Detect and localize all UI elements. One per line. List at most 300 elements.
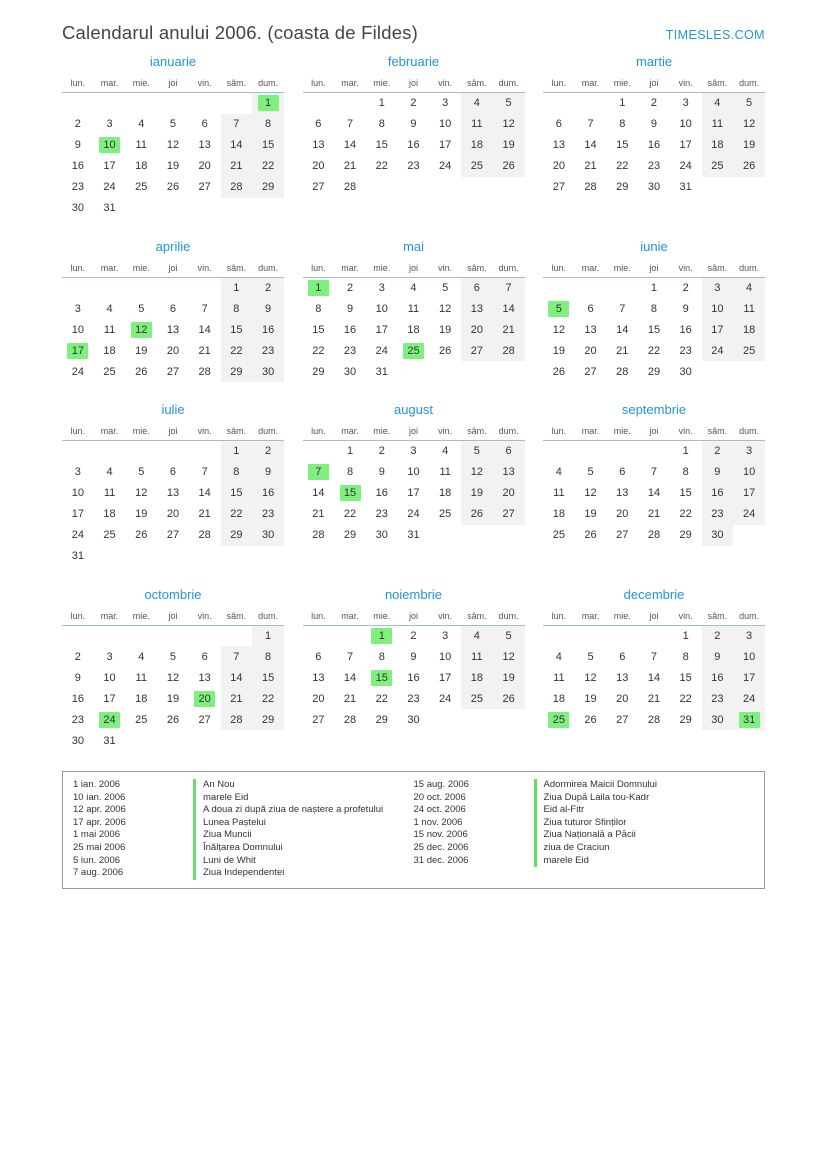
day-cell[interactable] — [670, 441, 702, 462]
day-cell[interactable] — [94, 667, 126, 688]
day-cell[interactable] — [543, 298, 575, 319]
day-cell[interactable] — [429, 277, 461, 298]
day-cell[interactable] — [733, 625, 765, 646]
day-cell[interactable] — [221, 504, 253, 525]
day-cell[interactable] — [702, 625, 734, 646]
day-cell[interactable] — [62, 361, 94, 382]
day-cell[interactable] — [733, 462, 765, 483]
day-cell[interactable] — [157, 709, 189, 730]
day-cell[interactable] — [575, 135, 607, 156]
day-cell[interactable] — [606, 319, 638, 340]
day-cell[interactable] — [733, 156, 765, 177]
day-cell[interactable] — [366, 340, 398, 361]
day-cell[interactable] — [94, 730, 126, 751]
day-cell[interactable] — [670, 504, 702, 525]
day-cell[interactable] — [543, 319, 575, 340]
day-cell[interactable] — [334, 340, 366, 361]
day-cell[interactable] — [670, 462, 702, 483]
day-cell[interactable] — [303, 667, 335, 688]
day-cell[interactable] — [733, 340, 765, 361]
day-cell[interactable] — [702, 441, 734, 462]
day-cell[interactable] — [366, 483, 398, 504]
day-cell[interactable] — [189, 156, 221, 177]
day-cell[interactable] — [702, 646, 734, 667]
day-cell[interactable] — [189, 361, 221, 382]
day-cell[interactable] — [461, 462, 493, 483]
day-cell[interactable] — [252, 93, 284, 114]
day-cell[interactable] — [670, 93, 702, 114]
day-cell[interactable] — [125, 462, 157, 483]
day-cell[interactable] — [303, 340, 335, 361]
day-cell[interactable] — [157, 135, 189, 156]
day-cell[interactable] — [334, 525, 366, 546]
day-cell[interactable] — [398, 525, 430, 546]
day-cell[interactable] — [125, 688, 157, 709]
day-cell[interactable] — [670, 319, 702, 340]
day-cell[interactable] — [252, 709, 284, 730]
day-cell[interactable] — [189, 525, 221, 546]
day-cell[interactable] — [334, 298, 366, 319]
day-cell[interactable] — [702, 156, 734, 177]
day-cell[interactable] — [221, 156, 253, 177]
day-cell[interactable] — [733, 441, 765, 462]
day-cell[interactable] — [366, 156, 398, 177]
day-cell[interactable] — [221, 361, 253, 382]
day-cell[interactable] — [252, 114, 284, 135]
day-cell[interactable] — [62, 156, 94, 177]
day-cell[interactable] — [366, 319, 398, 340]
day-cell[interactable] — [398, 483, 430, 504]
day-cell[interactable] — [334, 709, 366, 730]
day-cell[interactable] — [638, 709, 670, 730]
day-cell[interactable] — [733, 483, 765, 504]
day-cell[interactable] — [429, 646, 461, 667]
day-cell[interactable] — [334, 277, 366, 298]
day-cell[interactable] — [575, 361, 607, 382]
day-cell[interactable] — [62, 114, 94, 135]
day-cell[interactable] — [461, 298, 493, 319]
day-cell[interactable] — [189, 319, 221, 340]
day-cell[interactable] — [429, 441, 461, 462]
day-cell[interactable] — [493, 156, 525, 177]
day-cell[interactable] — [429, 298, 461, 319]
site-brand[interactable]: TIMESLES.COM — [665, 28, 765, 42]
day-cell[interactable] — [543, 646, 575, 667]
day-cell[interactable] — [493, 114, 525, 135]
day-cell[interactable] — [157, 298, 189, 319]
day-cell[interactable] — [575, 177, 607, 198]
day-cell[interactable] — [189, 114, 221, 135]
day-cell[interactable] — [670, 667, 702, 688]
day-cell[interactable] — [670, 483, 702, 504]
day-cell[interactable] — [670, 688, 702, 709]
day-cell[interactable] — [429, 625, 461, 646]
day-cell[interactable] — [702, 277, 734, 298]
day-cell[interactable] — [606, 525, 638, 546]
day-cell[interactable] — [221, 135, 253, 156]
day-cell[interactable] — [429, 504, 461, 525]
day-cell[interactable] — [606, 135, 638, 156]
day-cell[interactable] — [125, 319, 157, 340]
day-cell[interactable] — [702, 93, 734, 114]
day-cell[interactable] — [461, 93, 493, 114]
day-cell[interactable] — [429, 667, 461, 688]
day-cell[interactable] — [543, 667, 575, 688]
day-cell[interactable] — [303, 462, 335, 483]
day-cell[interactable] — [252, 688, 284, 709]
day-cell[interactable] — [543, 483, 575, 504]
day-cell[interactable] — [733, 646, 765, 667]
day-cell[interactable] — [366, 135, 398, 156]
day-cell[interactable] — [733, 277, 765, 298]
day-cell[interactable] — [94, 462, 126, 483]
day-cell[interactable] — [670, 277, 702, 298]
day-cell[interactable] — [543, 361, 575, 382]
day-cell[interactable] — [543, 156, 575, 177]
day-cell[interactable] — [606, 93, 638, 114]
day-cell[interactable] — [157, 177, 189, 198]
day-cell[interactable] — [429, 319, 461, 340]
day-cell[interactable] — [125, 361, 157, 382]
day-cell[interactable] — [702, 709, 734, 730]
day-cell[interactable] — [157, 646, 189, 667]
day-cell[interactable] — [189, 483, 221, 504]
day-cell[interactable] — [252, 177, 284, 198]
day-cell[interactable] — [303, 156, 335, 177]
day-cell[interactable] — [733, 709, 765, 730]
day-cell[interactable] — [575, 667, 607, 688]
day-cell[interactable] — [543, 504, 575, 525]
day-cell[interactable] — [543, 709, 575, 730]
day-cell[interactable] — [189, 462, 221, 483]
day-cell[interactable] — [94, 319, 126, 340]
day-cell[interactable] — [62, 319, 94, 340]
day-cell[interactable] — [606, 114, 638, 135]
day-cell[interactable] — [543, 135, 575, 156]
day-cell[interactable] — [125, 177, 157, 198]
day-cell[interactable] — [157, 483, 189, 504]
day-cell[interactable] — [575, 646, 607, 667]
day-cell[interactable] — [670, 135, 702, 156]
day-cell[interactable] — [606, 340, 638, 361]
day-cell[interactable] — [62, 709, 94, 730]
day-cell[interactable] — [606, 177, 638, 198]
day-cell[interactable] — [303, 646, 335, 667]
day-cell[interactable] — [157, 361, 189, 382]
day-cell[interactable] — [670, 177, 702, 198]
day-cell[interactable] — [221, 298, 253, 319]
day-cell[interactable] — [670, 709, 702, 730]
day-cell[interactable] — [543, 462, 575, 483]
day-cell[interactable] — [733, 135, 765, 156]
day-cell[interactable] — [398, 319, 430, 340]
day-cell[interactable] — [575, 156, 607, 177]
day-cell[interactable] — [189, 709, 221, 730]
day-cell[interactable] — [702, 114, 734, 135]
day-cell[interactable] — [493, 688, 525, 709]
day-cell[interactable] — [606, 156, 638, 177]
day-cell[interactable] — [461, 319, 493, 340]
day-cell[interactable] — [398, 114, 430, 135]
day-cell[interactable] — [398, 646, 430, 667]
day-cell[interactable] — [62, 688, 94, 709]
day-cell[interactable] — [303, 135, 335, 156]
day-cell[interactable] — [62, 483, 94, 504]
day-cell[interactable] — [94, 646, 126, 667]
day-cell[interactable] — [125, 667, 157, 688]
day-cell[interactable] — [702, 483, 734, 504]
day-cell[interactable] — [157, 688, 189, 709]
day-cell[interactable] — [366, 667, 398, 688]
day-cell[interactable] — [543, 114, 575, 135]
day-cell[interactable] — [366, 462, 398, 483]
day-cell[interactable] — [125, 646, 157, 667]
day-cell[interactable] — [125, 135, 157, 156]
day-cell[interactable] — [125, 114, 157, 135]
day-cell[interactable] — [638, 462, 670, 483]
day-cell[interactable] — [461, 156, 493, 177]
day-cell[interactable] — [62, 646, 94, 667]
day-cell[interactable] — [638, 93, 670, 114]
day-cell[interactable] — [638, 319, 670, 340]
day-cell[interactable] — [366, 441, 398, 462]
day-cell[interactable] — [334, 483, 366, 504]
day-cell[interactable] — [398, 625, 430, 646]
day-cell[interactable] — [189, 646, 221, 667]
day-cell[interactable] — [157, 319, 189, 340]
day-cell[interactable] — [334, 135, 366, 156]
day-cell[interactable] — [606, 361, 638, 382]
day-cell[interactable] — [638, 135, 670, 156]
day-cell[interactable] — [461, 625, 493, 646]
day-cell[interactable] — [303, 688, 335, 709]
day-cell[interactable] — [461, 277, 493, 298]
day-cell[interactable] — [125, 525, 157, 546]
day-cell[interactable] — [366, 277, 398, 298]
day-cell[interactable] — [670, 156, 702, 177]
day-cell[interactable] — [638, 114, 670, 135]
day-cell[interactable] — [638, 156, 670, 177]
day-cell[interactable] — [366, 625, 398, 646]
day-cell[interactable] — [252, 298, 284, 319]
day-cell[interactable] — [157, 667, 189, 688]
day-cell[interactable] — [366, 298, 398, 319]
day-cell[interactable] — [429, 114, 461, 135]
day-cell[interactable] — [366, 646, 398, 667]
day-cell[interactable] — [733, 667, 765, 688]
day-cell[interactable] — [334, 361, 366, 382]
day-cell[interactable] — [606, 483, 638, 504]
day-cell[interactable] — [334, 667, 366, 688]
day-cell[interactable] — [189, 504, 221, 525]
day-cell[interactable] — [702, 504, 734, 525]
day-cell[interactable] — [62, 198, 94, 219]
day-cell[interactable] — [702, 462, 734, 483]
day-cell[interactable] — [252, 504, 284, 525]
day-cell[interactable] — [94, 156, 126, 177]
day-cell[interactable] — [429, 483, 461, 504]
day-cell[interactable] — [125, 504, 157, 525]
day-cell[interactable] — [62, 730, 94, 751]
day-cell[interactable] — [334, 462, 366, 483]
day-cell[interactable] — [575, 462, 607, 483]
day-cell[interactable] — [252, 483, 284, 504]
day-cell[interactable] — [575, 340, 607, 361]
day-cell[interactable] — [606, 688, 638, 709]
day-cell[interactable] — [303, 361, 335, 382]
day-cell[interactable] — [157, 525, 189, 546]
day-cell[interactable] — [575, 504, 607, 525]
day-cell[interactable] — [461, 441, 493, 462]
day-cell[interactable] — [493, 625, 525, 646]
day-cell[interactable] — [94, 340, 126, 361]
day-cell[interactable] — [62, 135, 94, 156]
day-cell[interactable] — [429, 93, 461, 114]
day-cell[interactable] — [638, 525, 670, 546]
day-cell[interactable] — [252, 277, 284, 298]
day-cell[interactable] — [303, 298, 335, 319]
day-cell[interactable] — [398, 667, 430, 688]
day-cell[interactable] — [429, 156, 461, 177]
day-cell[interactable] — [62, 504, 94, 525]
day-cell[interactable] — [303, 483, 335, 504]
day-cell[interactable] — [125, 483, 157, 504]
day-cell[interactable] — [221, 340, 253, 361]
day-cell[interactable] — [638, 667, 670, 688]
day-cell[interactable] — [606, 462, 638, 483]
day-cell[interactable] — [252, 646, 284, 667]
day-cell[interactable] — [252, 667, 284, 688]
day-cell[interactable] — [94, 525, 126, 546]
day-cell[interactable] — [733, 688, 765, 709]
day-cell[interactable] — [366, 709, 398, 730]
day-cell[interactable] — [62, 546, 94, 567]
day-cell[interactable] — [366, 525, 398, 546]
day-cell[interactable] — [461, 135, 493, 156]
day-cell[interactable] — [94, 114, 126, 135]
day-cell[interactable] — [575, 319, 607, 340]
day-cell[interactable] — [189, 177, 221, 198]
day-cell[interactable] — [429, 135, 461, 156]
day-cell[interactable] — [221, 462, 253, 483]
day-cell[interactable] — [670, 114, 702, 135]
day-cell[interactable] — [125, 156, 157, 177]
day-cell[interactable] — [461, 688, 493, 709]
day-cell[interactable] — [189, 340, 221, 361]
day-cell[interactable] — [221, 688, 253, 709]
day-cell[interactable] — [493, 462, 525, 483]
day-cell[interactable] — [303, 114, 335, 135]
day-cell[interactable] — [429, 462, 461, 483]
day-cell[interactable] — [252, 441, 284, 462]
day-cell[interactable] — [334, 646, 366, 667]
day-cell[interactable] — [575, 298, 607, 319]
day-cell[interactable] — [606, 709, 638, 730]
day-cell[interactable] — [62, 340, 94, 361]
day-cell[interactable] — [125, 709, 157, 730]
day-cell[interactable] — [702, 135, 734, 156]
day-cell[interactable] — [221, 525, 253, 546]
day-cell[interactable] — [221, 319, 253, 340]
day-cell[interactable] — [303, 177, 335, 198]
day-cell[interactable] — [398, 93, 430, 114]
day-cell[interactable] — [334, 441, 366, 462]
day-cell[interactable] — [493, 277, 525, 298]
day-cell[interactable] — [461, 646, 493, 667]
day-cell[interactable] — [62, 177, 94, 198]
day-cell[interactable] — [189, 667, 221, 688]
day-cell[interactable] — [702, 525, 734, 546]
day-cell[interactable] — [493, 667, 525, 688]
day-cell[interactable] — [702, 319, 734, 340]
day-cell[interactable] — [334, 504, 366, 525]
day-cell[interactable] — [638, 298, 670, 319]
day-cell[interactable] — [461, 483, 493, 504]
day-cell[interactable] — [638, 688, 670, 709]
day-cell[interactable] — [157, 504, 189, 525]
day-cell[interactable] — [252, 361, 284, 382]
day-cell[interactable] — [94, 361, 126, 382]
day-cell[interactable] — [670, 340, 702, 361]
day-cell[interactable] — [303, 709, 335, 730]
day-cell[interactable] — [303, 319, 335, 340]
day-cell[interactable] — [252, 156, 284, 177]
day-cell[interactable] — [94, 135, 126, 156]
day-cell[interactable] — [429, 688, 461, 709]
day-cell[interactable] — [62, 462, 94, 483]
day-cell[interactable] — [398, 504, 430, 525]
day-cell[interactable] — [543, 688, 575, 709]
day-cell[interactable] — [429, 340, 461, 361]
day-cell[interactable] — [221, 114, 253, 135]
day-cell[interactable] — [575, 709, 607, 730]
day-cell[interactable] — [733, 319, 765, 340]
day-cell[interactable] — [94, 298, 126, 319]
day-cell[interactable] — [189, 688, 221, 709]
day-cell[interactable] — [252, 340, 284, 361]
day-cell[interactable] — [493, 483, 525, 504]
day-cell[interactable] — [461, 667, 493, 688]
day-cell[interactable] — [221, 277, 253, 298]
day-cell[interactable] — [638, 340, 670, 361]
day-cell[interactable] — [221, 667, 253, 688]
day-cell[interactable] — [398, 298, 430, 319]
day-cell[interactable] — [543, 525, 575, 546]
day-cell[interactable] — [398, 688, 430, 709]
day-cell[interactable] — [189, 135, 221, 156]
day-cell[interactable] — [398, 277, 430, 298]
day-cell[interactable] — [670, 298, 702, 319]
day-cell[interactable] — [125, 298, 157, 319]
day-cell[interactable] — [94, 688, 126, 709]
day-cell[interactable] — [638, 483, 670, 504]
day-cell[interactable] — [94, 709, 126, 730]
day-cell[interactable] — [62, 525, 94, 546]
day-cell[interactable] — [638, 177, 670, 198]
day-cell[interactable] — [366, 504, 398, 525]
day-cell[interactable] — [366, 93, 398, 114]
day-cell[interactable] — [638, 504, 670, 525]
day-cell[interactable] — [543, 177, 575, 198]
day-cell[interactable] — [221, 646, 253, 667]
day-cell[interactable] — [252, 319, 284, 340]
day-cell[interactable] — [157, 114, 189, 135]
day-cell[interactable] — [303, 277, 335, 298]
day-cell[interactable] — [189, 298, 221, 319]
day-cell[interactable] — [493, 441, 525, 462]
day-cell[interactable] — [366, 114, 398, 135]
day-cell[interactable] — [62, 667, 94, 688]
